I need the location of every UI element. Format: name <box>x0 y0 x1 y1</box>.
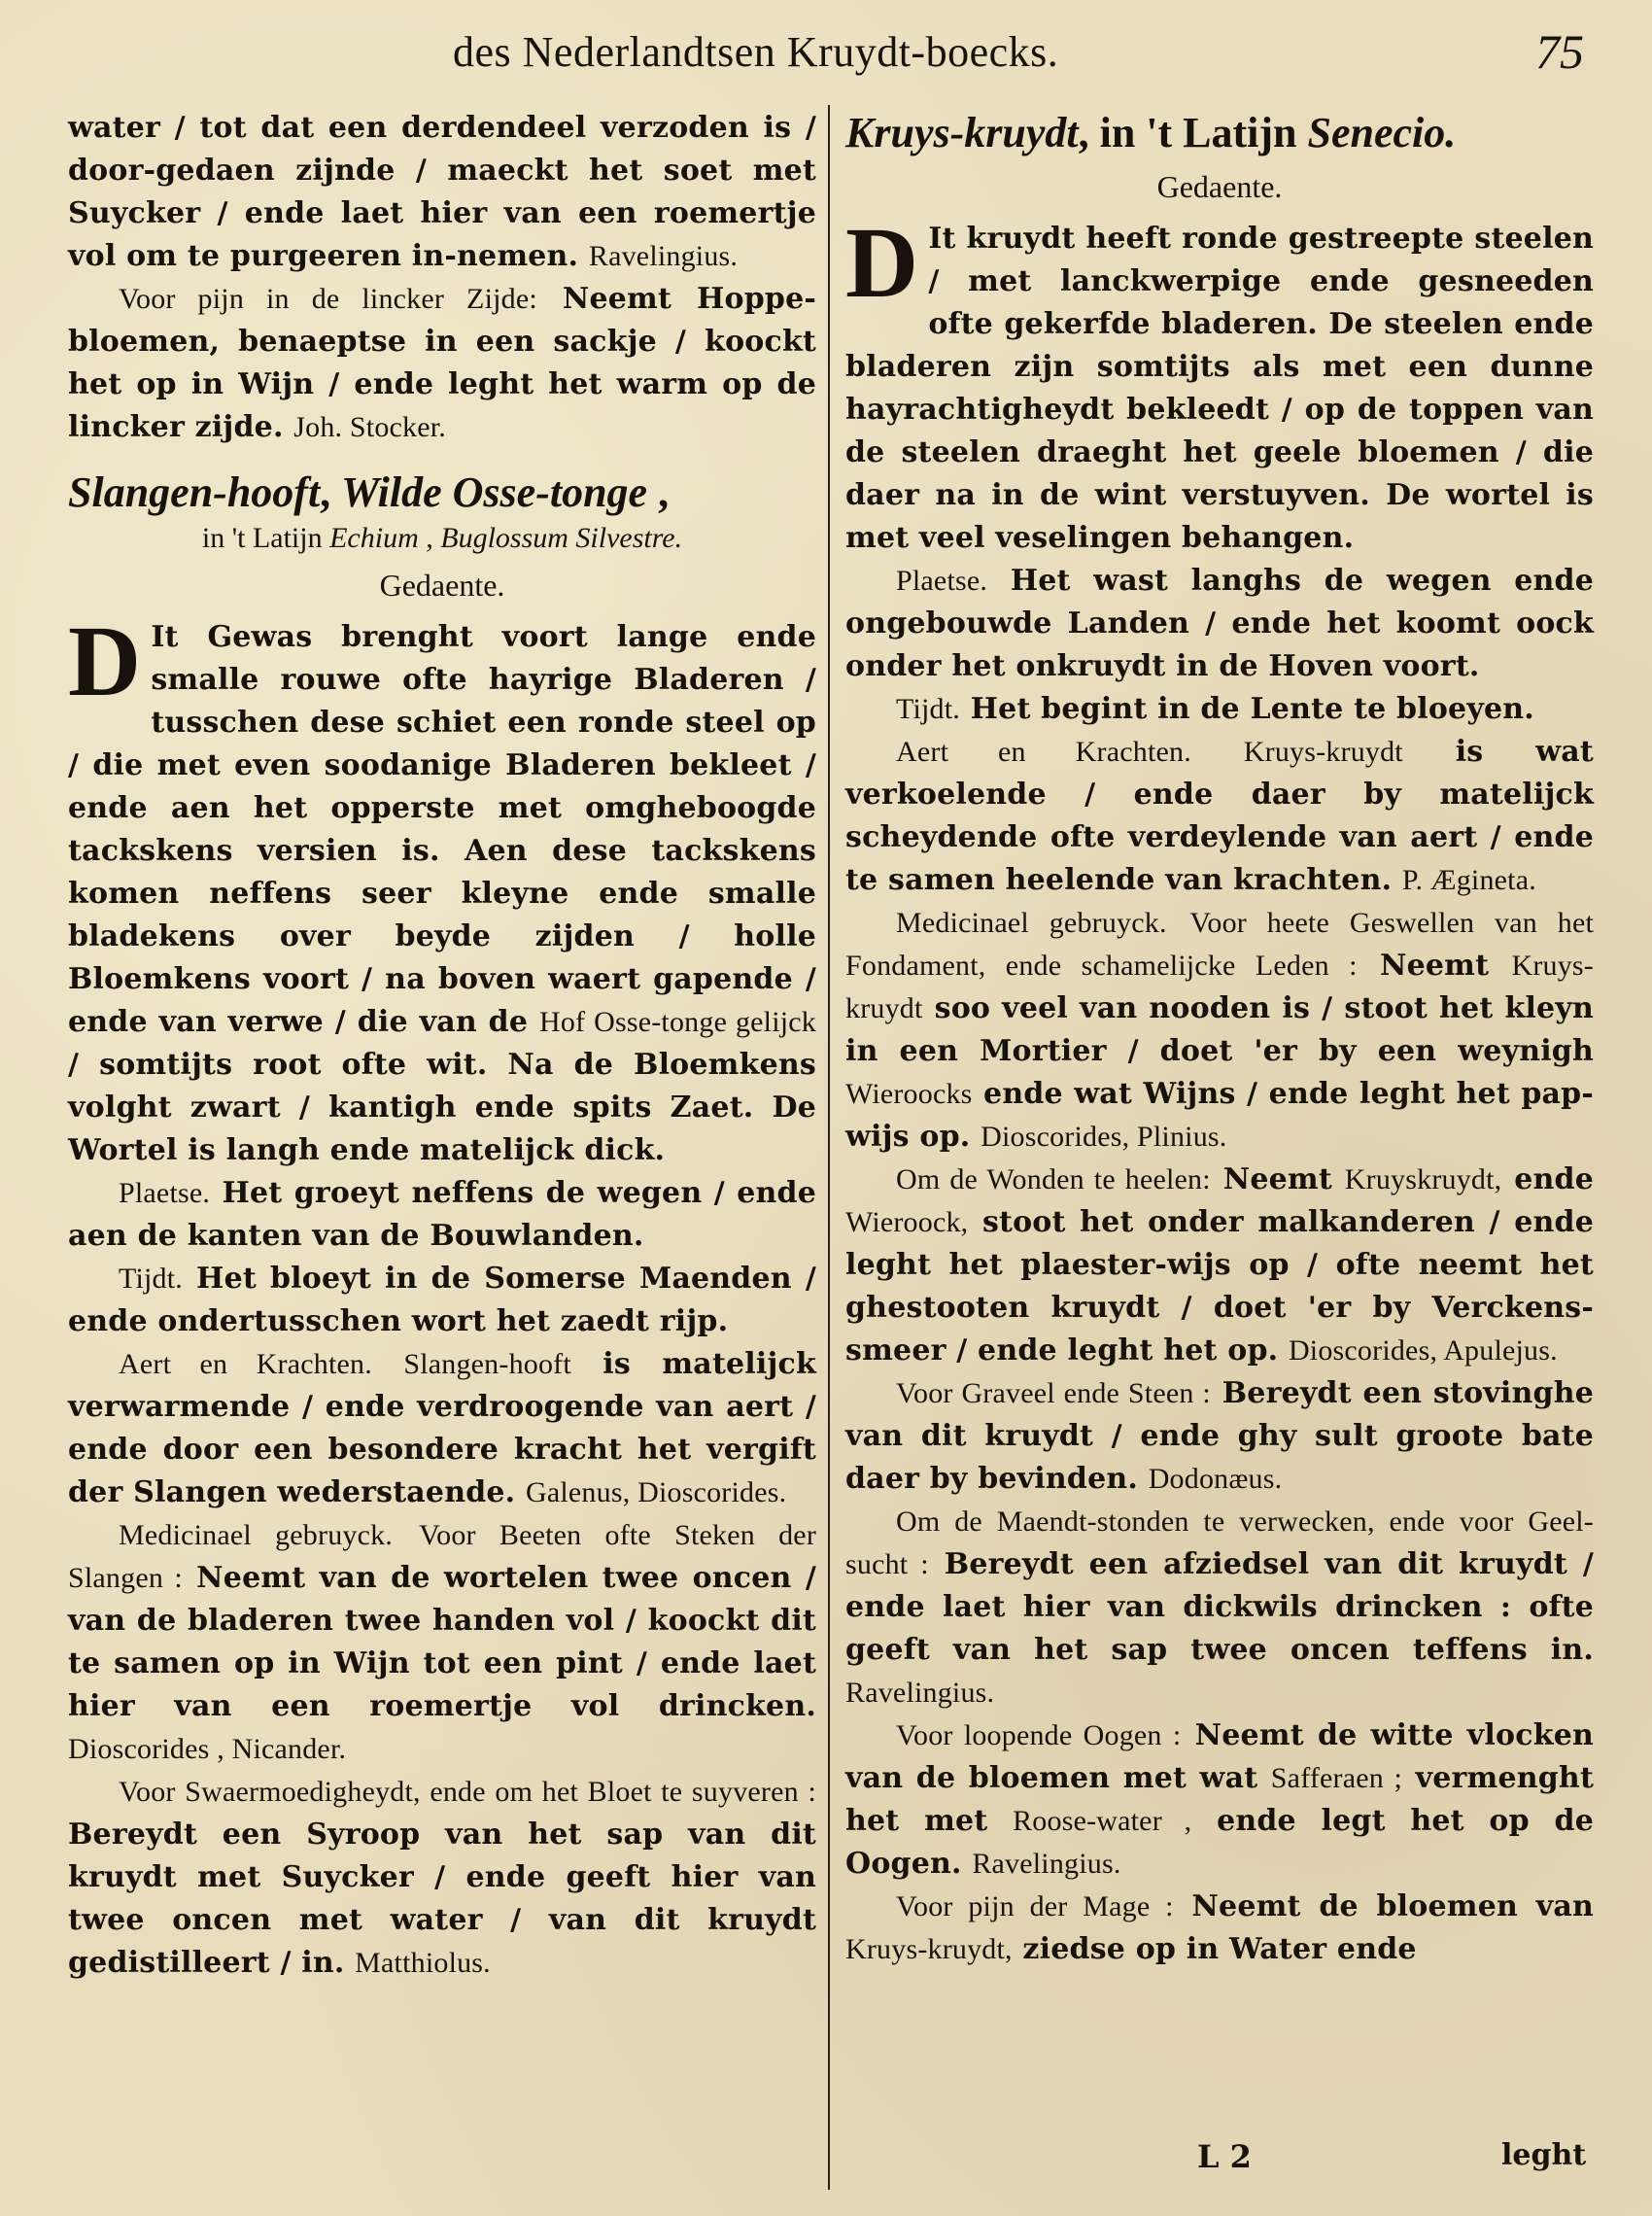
author-citation: Dodonæus. <box>1148 1463 1283 1495</box>
paragraph-stomach: Voor pijn der Mage : Neemt de bloemen van Kruys-kruydt, ziedse op in Water ende <box>845 1889 1594 1966</box>
paragraph-time: Tijdt. Het bloeyt in de Somerse Maenden / ende ondertusschen wort het zaedt rijp. <box>68 1262 816 1338</box>
remedy-lead: Voor pijn der Mage : <box>896 1890 1174 1922</box>
left-column <box>68 107 816 1985</box>
entry-heading-kruys-kruydt: Kruys-kruydt, in 't Latijn Senecio. <box>845 109 1457 156</box>
paragraph-nature: Aert en Krachten. Kruys-kruydt is wat verkoelende / ende daer by matelijck scheydende ofte verdeylende van aert / ende te samen heelende van krachten. P. Ægineta. <box>845 735 1594 897</box>
author-citation: P. Ægineta. <box>1401 864 1536 896</box>
paragraph-melancholy: Voor Swaermoedigheydt, ende om het Bloet te suyveren : Bereydt een Syroop van het sap van dit kruydt met Suycker / ende geeft hier van twee oncen met water / van dit kruydt gedistilleert / in. Matthiolus. <box>68 1776 816 1980</box>
section-label-time: Tijdt. <box>119 1263 183 1295</box>
entry-heading-slangen-hooft: Slangen-hooft, Wilde Osse-tonge , <box>68 468 670 516</box>
author-citation: Dioscorides, Apulejus. <box>1288 1334 1558 1367</box>
paragraph-place: Plaetse. Het groeyt neffens de wegen / ende aen de kanten van de Bouwlanden. <box>68 1176 816 1253</box>
remedy-lead: Voor heete Geswellen van het Fondament, ende schamelijcke Leden : <box>845 907 1594 982</box>
author-citation: Ravelingius. <box>972 1848 1121 1880</box>
remedy-lead: Voor Swaermoedigheydt, ende om het Bloet te suyveren : <box>119 1776 816 1808</box>
author-citation: Galenus, Dioscorides. <box>525 1476 787 1508</box>
paragraph-continued: water / tot dat een derdendeel verzoden is / door-gedaen zijnde / maeckt het soet met Suycker / ende laet hier van een roemertje vol om te purgeeren in-nemen. Ravelingius. <box>68 111 816 273</box>
paragraph-eyes: Voor loopende Oogen : Neemt de witte vlocken van de bloemen met wat Safferaen ; vermenght het met Roose-water , ende legt het op de Oogen. Ravelingius. <box>845 1718 1595 1881</box>
paragraph-left-side-pain: Voor pijn in de lincker Zijde: Neemt Hoppe-bloemen, benaeptse in een sackje / koockt het op in Wijn / ende leght het warm op de lincker zijde. Joh. Stocker. <box>68 282 817 444</box>
paragraph-shape: D It Gewas brenght voort lange ende smalle rouwe ofte hayrige Bladeren / tusschen dese schiet een ronde steel op / die met even soodanige Bladeren bekleet / ende aen het opperste met omgheboogde tackskens versien is. Aen dese tackskens komen neffens seer kleyne ende smalle bladekens over beyde zijden / holle Bloemkens voort / na boven waert gapende / ende van verwe / die van de Hof Osse-tonge gelijck / somtijts root ofte wit. Na de Bloemkens volght zwart / kantigh ende spits Zaet. De Wortel is langh ende matelijck dick. <box>68 606 816 1167</box>
section-label-shape: Gedaente. <box>1156 169 1283 204</box>
remedy-lead: Om de Maendt-stonden te verwecken, ende voor Geel-sucht : <box>845 1506 1594 1580</box>
remedy-lead: Voor Graveel ende Steen : <box>896 1377 1211 1409</box>
catchword: leght <box>1501 2138 1587 2172</box>
remedy-lead: Voor pijn in de lincker Zijde: <box>119 283 537 315</box>
paragraph-shape: D It kruydt heeft ronde gestreepte steelen / met lanckwerpige ende gesneeden ofte gekerfde bladeren. De steelen ende bladeren zijn somtijts als met een dunne hayrachtigheydt bekleedt / op de toppen van de steelen draeght het geele bloemen / die daer na in de wint verstuyven. De wortel is met veel veselingen behangen. <box>845 207 1594 555</box>
author-citation: Dioscorides, Plinius. <box>981 1121 1227 1153</box>
author-citation: Ravelingius. <box>845 1677 995 1709</box>
author-citation: Dioscorides , Nicander. <box>68 1733 347 1765</box>
section-label-medicinal: Medicinael gebruyck. <box>119 1519 394 1551</box>
paragraph-menses: Om de Maendt-stonden te verwecken, ende voor Geel-sucht : Bereydt een afziedsel van dit kruydt / ende laet hier van dickwils drincken : ofte geeft van het sap twee oncen teffens in. Ravelingius. <box>845 1506 1594 1709</box>
section-label-shape: Gedaente. <box>379 568 505 603</box>
paragraph-medicinal: Medicinael gebruyck. Voor heete Geswellen van het Fondament, ende schamelijcke Leden : Neemt Kruys-kruydt soo veel van nooden is / stoot het kleyn in een Mortier / doet 'er by een weynigh Wieroocks ende wat Wijns / ende leght het pap-wijs op. Dioscorides, Plinius. <box>845 907 1594 1154</box>
section-label-place: Plaetse. <box>896 565 988 597</box>
right-column <box>845 107 1594 1971</box>
paragraph-place: Plaetse. Het wast langhs de wegen ende ongebouwde Landen / ende het koomt oock onder het onkruydt in de Hoven voort. <box>845 564 1594 683</box>
section-label-time: Tijdt. <box>896 693 960 725</box>
paragraph-time: Tijdt. Het begint in de Lente te bloeyen. <box>896 692 1534 726</box>
author-citation: Matthiolus. <box>355 1947 491 1979</box>
paragraph-wounds: Om de Wonden te heelen: Neemt Kruyskruydt, ende Wieroock, stoot het onder malkanderen / ende leght het plaester-wijs op / ofte neemt het ghestooten kruydt / doet 'er by Verckens-smeer / ende leght het op. Dioscorides, Apulejus. <box>845 1162 1595 1368</box>
paragraph-medicinal: Medicinael gebruyck. Voor Beeten ofte Steken der Slangen : Neemt van de wortelen twee oncen / van de bladeren twee handen vol / koockt dit te samen op in Wijn tot een pint / ende laet hier van een roemertje vol drincken. Dioscorides , Nicander. <box>68 1519 817 1765</box>
drop-cap: D <box>68 606 142 717</box>
running-head: des Nederlandtsen Kruydt-boecks. <box>453 28 1059 76</box>
remedy-lead: Voor loopende Oogen : <box>896 1719 1182 1751</box>
section-label-place: Plaetse. <box>119 1177 211 1209</box>
entry-latin-name: in 't Latijn Echium , Buglossum Silvestre. <box>201 522 683 554</box>
section-label-nature: Aert en Krachten. <box>119 1348 372 1380</box>
author-citation: Joh. Stocker. <box>293 411 447 443</box>
column-divider <box>828 105 830 2190</box>
drop-cap: D <box>845 207 919 319</box>
remedy-lead: Om de Wonden te heelen: <box>896 1163 1211 1195</box>
signature-mark: L 2 <box>1197 2138 1252 2175</box>
section-label-nature: Aert en Krachten. <box>896 736 1191 768</box>
page-number: 75 <box>1535 24 1584 79</box>
paragraph-gravel: Voor Graveel ende Steen : Bereydt een stovinghe van dit kruydt / ende ghy sult groote bate daer by bevinden. Dodonæus. <box>845 1376 1594 1496</box>
section-label-medicinal: Medicinael gebruyck. <box>896 907 1167 939</box>
paragraph-nature: Aert en Krachten. Slangen-hooft is matelijck verwarmende / ende verdroogende van aert / ende door een besondere kracht het vergift der Slangen wederstaende. Galenus, Dioscorides. <box>68 1347 816 1509</box>
author-citation: Ravelingius. <box>588 240 739 272</box>
remedy-lead: Voor Beeten ofte Steken der Slangen : <box>68 1519 817 1594</box>
